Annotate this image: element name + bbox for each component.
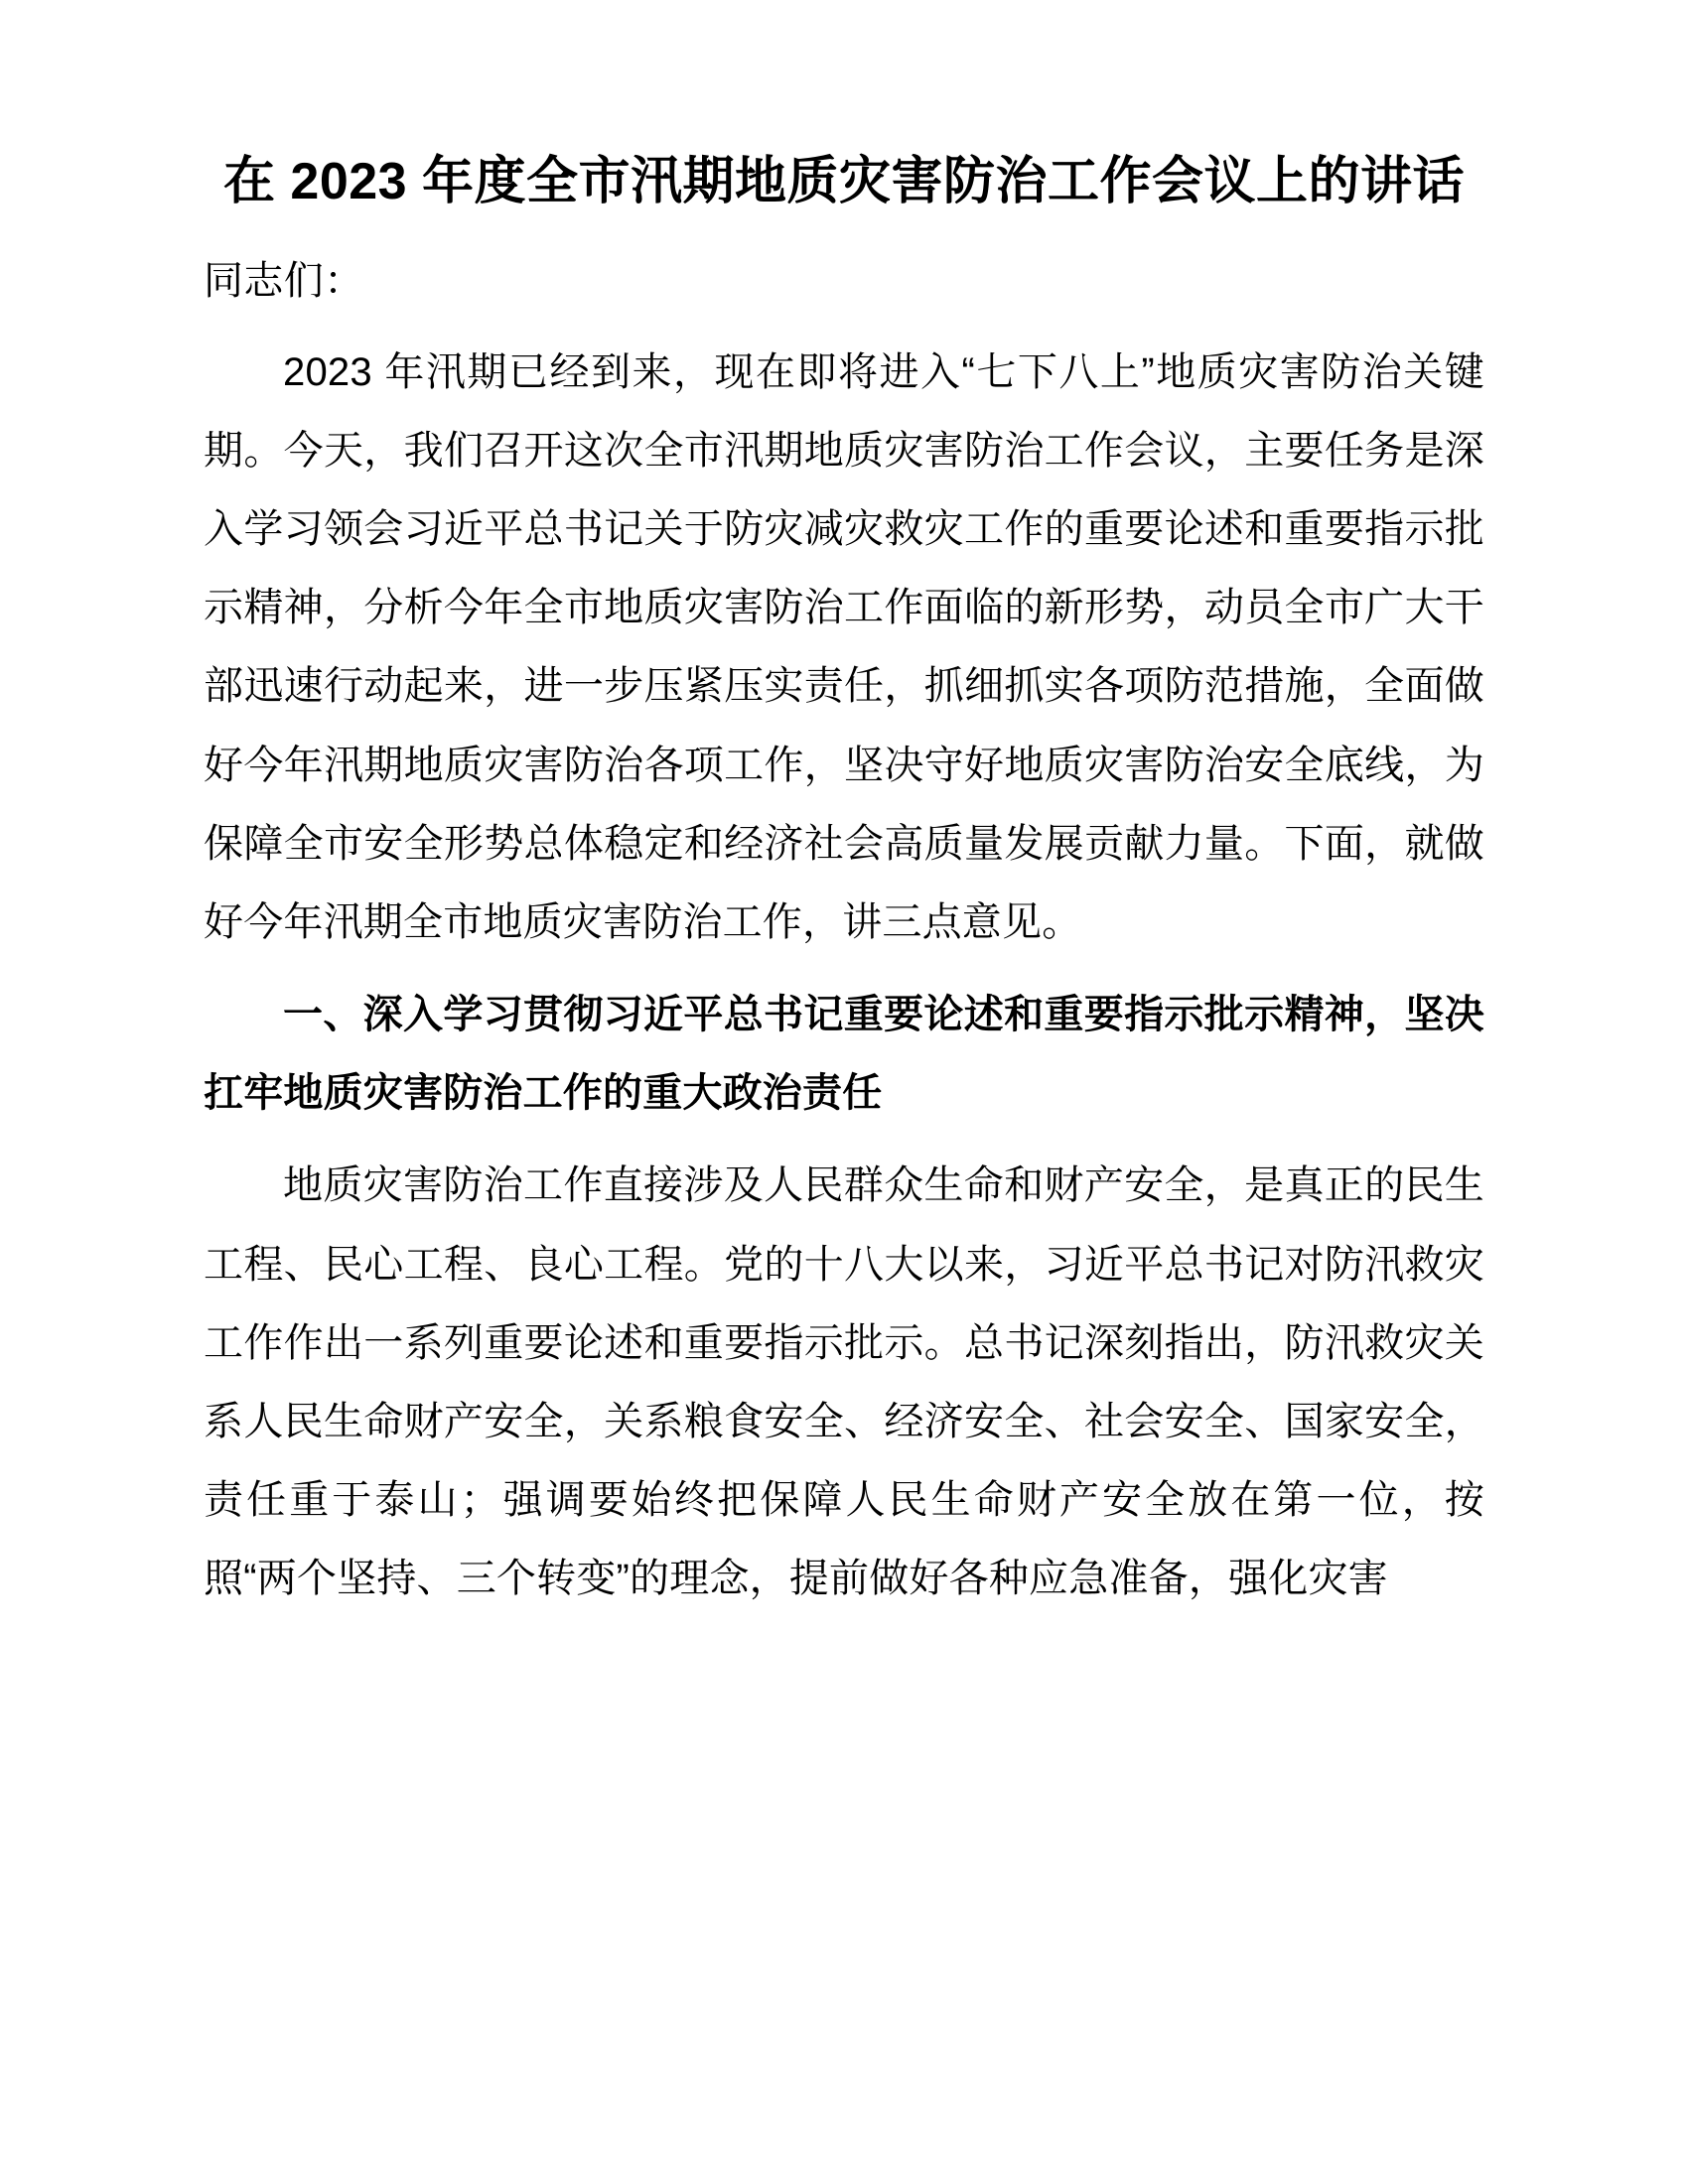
document-title: 在 2023 年度全市汛期地质灾害防治工作会议上的讲话 bbox=[222, 153, 1466, 210]
body-paragraph-2: 地质灾害防治工作直接涉及人民群众生命和财产安全，是真正的民生工程、民心工程、良心工程。党的十八大以来，习近平总书记对防汛救灾工作作出一系列重要论述和重要指示批示。总书记深刻指出，防汛救灾关系人民生命财产安全，关系粮食安全、经济安全、社会安全、国家安全，责任重于泰山；强调要始终把保障人民生命财产安全放在第一位，按照“两个坚持、三个转变”的理念，提前做好各种应急准备，强化灾害 bbox=[204, 1163, 1484, 1601]
body-paragraph-1: 2023 年汛期已经到来，现在即将进入“七下八上”地质灾害防治关键期。今天，我们召开这次全市汛期地质灾害防治工作会议，主要任务是深入学习领会习近平总书记关于防灾减灾救灾工作的重要论述和重要指示批示精神，分析今年全市地质灾害防治工作面临的新形势，动员全市广大干部迅速行动起来，进一步压紧压实责任，抓细抓实各项防范措施，全面做好今年汛期地质灾害防治各项工作，坚决守好地质灾害防治安全底线，为保障全市安全形势总体稳定和经济社会高质量发展贡献力量。下面，就做好今年汛期全市地质灾害防治工作，讲三点意见。 bbox=[204, 349, 1484, 944]
salutation: 同志们： bbox=[204, 258, 364, 303]
section-heading-1: 一、深入学习贯彻习近平总书记重要论述和重要指示批示精神，坚决扛牢地质灾害防治工作的重大政治责任 bbox=[204, 993, 1484, 1116]
